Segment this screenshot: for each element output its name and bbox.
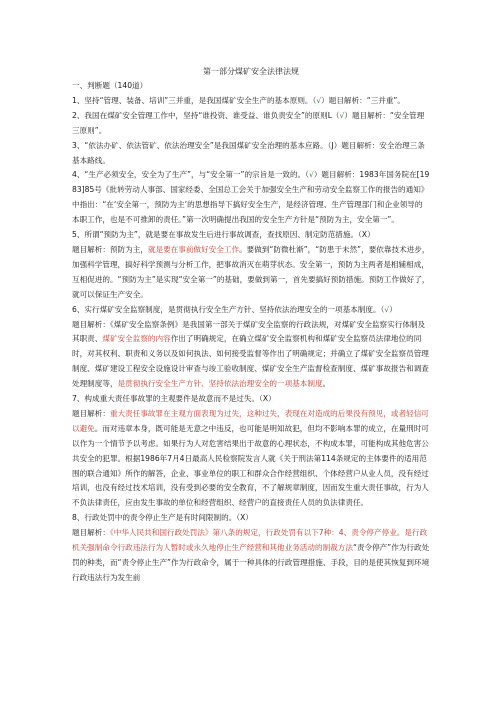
analysis-text: 题目解析： [72, 528, 110, 538]
question-4 [72, 168, 430, 228]
answer-mark: √ [384, 304, 390, 314]
analysis-6 [72, 318, 430, 393]
analysis-text: 作出了明确规定，在确立煤矿安全监察机构和煤矿安全监察员法律地位的同时，对其权利、职责和义务以及如何执法、如何接受监督等作出了明确规定；并确立了煤矿安全监察员管理制度、煤矿建设工程安全设施设计审查与竣工验收制度、煤矿安全生产监督检查制度、煤矿事故报告和调查处理制度等， [72, 334, 429, 389]
section-heading: 一、判断题（140道） [72, 81, 148, 90]
analysis-text: 。而对违章本身，既可能是无意之中违反，也可能是明知故犯，但均不影响本罪的成立，在量刑时可以作为一个情节予以考虑。如果行为人对危害结果出于故意的心理状态，不构成本罪，可能构成其他危害公共安全的犯罪。根据1986年7月4日最高人民检察院发言人就《关于刑法第114条规定的主体要件的适用范围的联合通知》所作的解答，企业、事业单位的职工和群众合作经营组织、个体经营户从业人员，没有经过培训，也没有经过技术培训，没有受到必要的安全教育，不了解规章制度，因而发生重大责任事故，行为人不负法律责任，应由发生事故的单位和经营组织、经营户的直接责任人员的负法律责任。 [72, 423, 429, 508]
analysis-text: “责令停产”作为行政处罚的种类，而“责令停止生产”作为行政命令，属于一种具体的行政管理措施、手段，目的是使其恢复到环境行政违法行为发生前 [72, 543, 430, 582]
question-analysis: ）题目解析：“安全管理三原则”。 [72, 110, 425, 135]
analysis-7 [72, 407, 430, 511]
analysis-5 [72, 243, 430, 303]
question-analysis: ）题目解析：“三并重”。 [321, 95, 405, 105]
answer-mark: √ [339, 110, 345, 120]
analysis-8 [72, 526, 430, 586]
question-text: 2、我国在煤矿安全管理工作中，坚持“谁投资、谁受益、谁负责安全”的原则L（ [72, 110, 340, 120]
answer-mark: √ [308, 170, 314, 180]
question-analysis: ）题目解析：1983年国务院在[1983]85号《批转劳动人事部、国家经委、全国总工会关于加强安全生产和劳动安全监察工作的报告的通知》中指出：“在‘安全第一，预防为主’的思想指导下搞好安全生产，是经济管理、生产管理部门和企业领导的本职工作，也是不可推卸的责任。”第一次明确提出我国的安全生产方针是“预防为主，安全第一”。 [72, 170, 430, 225]
question-1 [72, 94, 430, 109]
answer-mark: √ [316, 95, 322, 105]
question-3: 3、“依法办矿、依法管矿、依法治理安全”是我国煤矿安全治理的基本应路。（J）题目解析：安全治理三条基本路线。 [72, 140, 425, 165]
highlighted-text: 是贯彻执行安全生产方针、坚持依法治理安全的一项基本制度 [117, 379, 323, 389]
question-text: 4、“生产必须安全，安全为了生产”，与“安全第一”的宗旨是一致的。（ [72, 170, 309, 180]
question-2 [72, 109, 430, 139]
analysis-text: 。要做到“防微杜渐”，“防患于未然”，要依靠技术进步，加强科学管理，搞好科学预测与分析工作，把事故消灭在萌芽状态。安全第一，预防为主两者是相辅相成，互相促进的。“预防为主”是实现“安全第一”的基础，要做到第一，首先要搞好预防措施。预防工作做好了，就可以保证生产安全。 [72, 244, 430, 299]
question-6 [72, 303, 430, 318]
analysis-text: 题目解析：《煤矿安全监察条例》是我国第一部关于煤矿安全监察的行政法规，对煤矿安全监察实行体制及其职责、 [72, 319, 426, 344]
question-7: 7、构成重大责任事故罪的主观要件是故意而不是过失。（X） [72, 394, 276, 404]
document-title: 第一部分煤矿安全法律法规 [203, 67, 299, 76]
question-text: 6、实行煤矿安全监察制度，是贯彻执行安全生产方针、坚持依法治理安全的一项基本制度。（ [72, 304, 385, 314]
highlighted-text: 煤矿安全监察的内容 [102, 334, 171, 344]
highlighted-text: 重大责任事故罪在主观方面表现为过失，这种过失，表现在对造成的后果没有预见，或者轻信可以避免 [72, 408, 429, 433]
analysis-text: 题目解析： [72, 408, 110, 418]
question-5: 5、所谓“预防为主”，就是要在事故发生后进行事故调查，查找原因、制定防范措施。（X） [72, 230, 375, 240]
analysis-text: 题目解析：预防为主， [72, 244, 148, 254]
question-text-end: ） [389, 304, 397, 314]
question-text: 1、坚持“管理、装备、培训”三并重，是我国煤矿安全生产的基本原则。（ [72, 95, 317, 105]
analysis-text: 。 [322, 379, 331, 389]
question-8: 8、行政处罚中的责令停止生产是有时间限制的。（X） [72, 513, 253, 523]
highlighted-text: 就是要在事前做好安全工作 [147, 244, 240, 254]
highlighted-text: 《中华人民共和国行政处罚法》第八条的规定，行政处罚有以下7种：4、责令停产停业。是行政机关强制命令行政违法行为人暂时或永久地停止生产经营和其他业务活动的制裁方法 [72, 528, 428, 553]
document-body [72, 64, 430, 586]
